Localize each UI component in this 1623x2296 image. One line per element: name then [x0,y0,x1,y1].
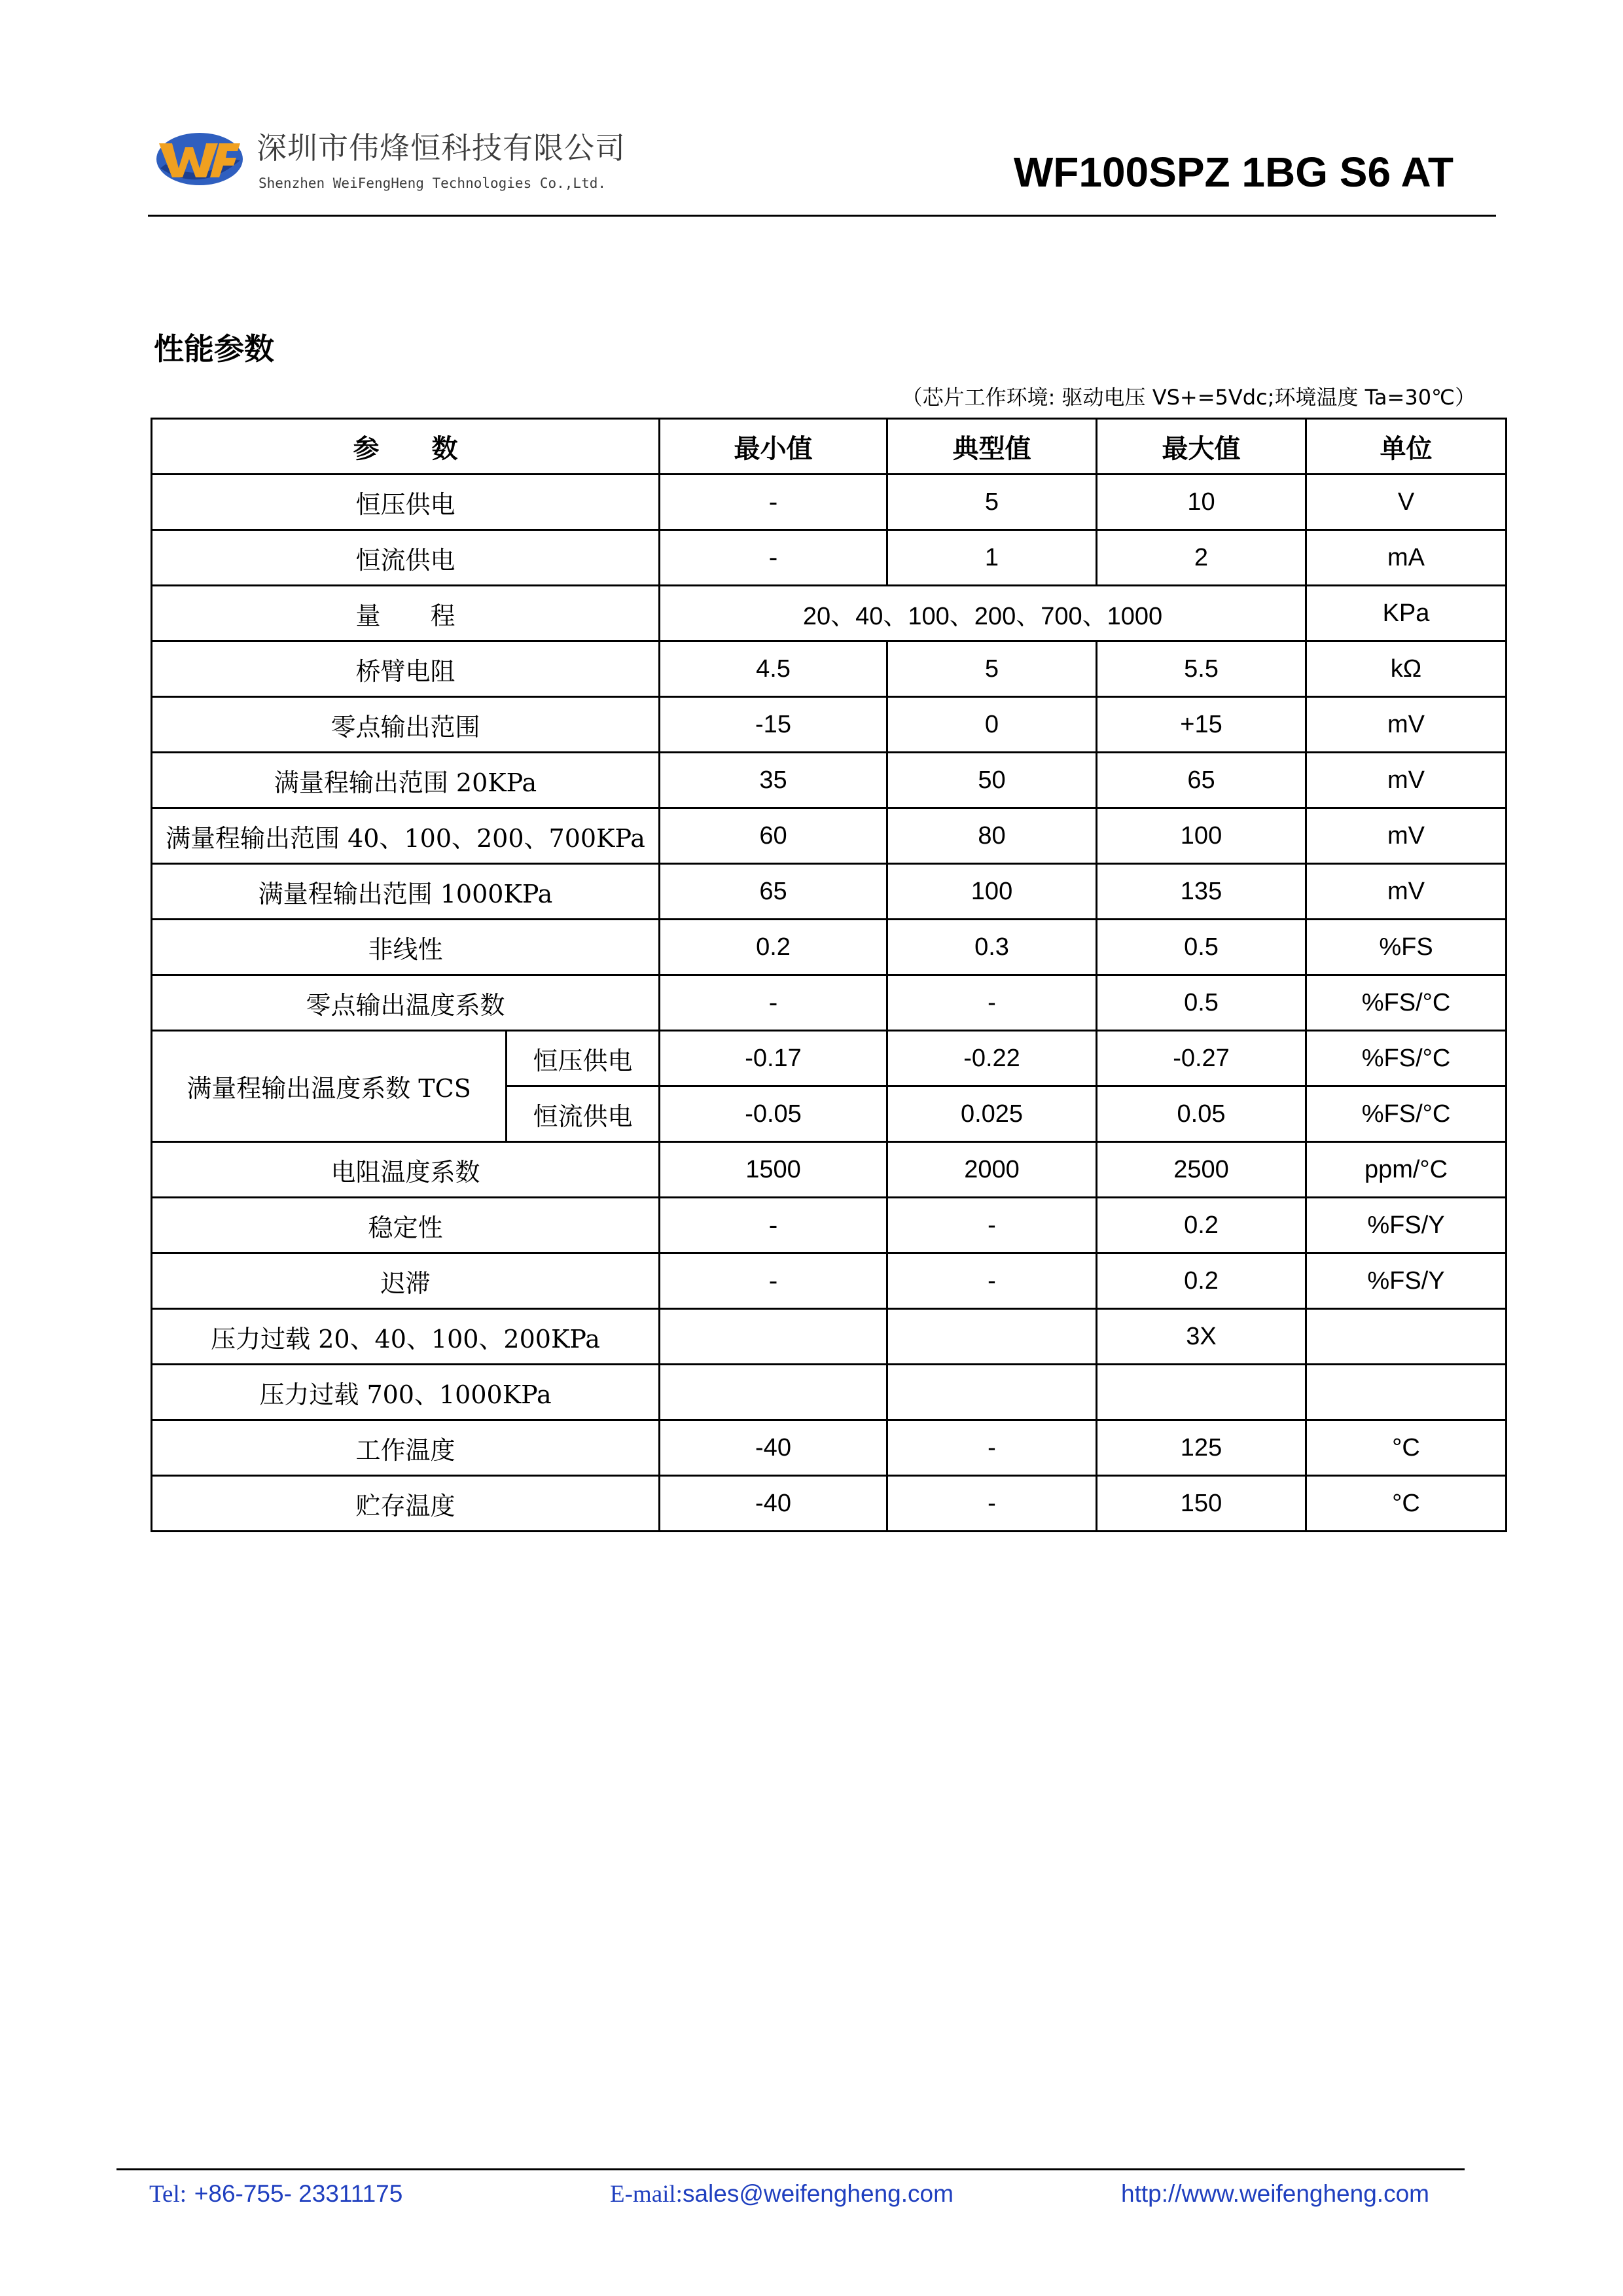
param-cell: 满量程输出范围 1000KPa [152,864,660,920]
typ-cell [887,1309,1097,1365]
header-max: 最大值 [1097,419,1306,475]
max-cell: 10 [1097,475,1306,530]
min-cell: - [660,530,887,586]
section-title: 性能参数 [154,331,274,367]
param-cell: 满量程输出温度系数 TCS [152,1031,507,1142]
typ-cell: - [887,975,1097,1031]
unit-cell: mV [1306,753,1507,808]
max-cell: -0.27 [1097,1031,1306,1086]
unit-cell: mV [1306,864,1507,920]
table-row [152,475,1507,530]
unit-cell: °C [1306,1420,1507,1476]
company-name-cn: 深圳市伟烽恒科技有限公司 [257,130,626,166]
typ-cell: - [887,1253,1097,1309]
min-cell: 0.2 [660,920,887,975]
min-cell: -40 [660,1476,887,1532]
min-cell [660,1365,887,1420]
min-cell: - [660,475,887,530]
typ-cell: -0.22 [887,1031,1097,1086]
table-row [152,753,1507,808]
max-cell: 0.2 [1097,1253,1306,1309]
unit-cell: %FS [1306,920,1507,975]
typ-cell: 100 [887,864,1097,920]
unit-cell: %FS/Y [1306,1253,1507,1309]
table-row [152,1253,1507,1309]
test-conditions: （芯片工作环境: 驱动电压 VS+=5Vdc;环境温度 Ta=30℃） [901,385,1476,410]
website-link[interactable]: http://www.weifengheng.com [1121,2180,1429,2207]
min-cell [660,1309,887,1365]
typ-cell: 0.3 [887,920,1097,975]
table-row [152,920,1507,975]
min-cell: 4.5 [660,641,887,697]
company-name-en: Shenzhen WeiFengHeng Technologies Co.,Ltd. [259,175,607,191]
typ-cell: - [887,1198,1097,1253]
min-cell: -15 [660,697,887,753]
table-row [152,1031,1507,1086]
max-cell: 65 [1097,753,1306,808]
unit-cell [1306,1309,1507,1365]
param-cell: 贮存温度 [152,1476,660,1532]
typ-cell: - [887,1420,1097,1476]
typ-cell: 50 [887,753,1097,808]
table-row [152,1420,1507,1476]
max-cell: 0.05 [1097,1086,1306,1142]
max-cell: 2500 [1097,1142,1306,1198]
table-row [152,1476,1507,1532]
company-logo [154,121,245,193]
max-cell: +15 [1097,697,1306,753]
param-cell: 满量程输出范围 40、100、200、700KPa [152,808,660,864]
param-cell: 非线性 [152,920,660,975]
max-cell: 3X [1097,1309,1306,1365]
unit-cell: kΩ [1306,641,1507,697]
min-cell: 65 [660,864,887,920]
range-cell: 20、40、100、200、700、1000 [660,586,1306,641]
unit-cell: KPa [1306,586,1507,641]
param-cell: 满量程输出范围 20KPa [152,753,660,808]
table-row [152,530,1507,586]
unit-cell: °C [1306,1476,1507,1532]
footer-website [1121,2179,1429,2208]
max-cell: 0.2 [1097,1198,1306,1253]
param-cell: 零点输出范围 [152,697,660,753]
typ-cell [887,1365,1097,1420]
min-cell: - [660,1198,887,1253]
unit-cell [1306,1365,1507,1420]
typ-cell: 0.025 [887,1086,1097,1142]
param-cell: 恒压供电 [152,475,660,530]
footer-email [610,2179,954,2208]
max-cell: 0.5 [1097,920,1306,975]
spec-table [151,418,1507,1532]
header-typ: 典型值 [887,419,1097,475]
max-cell: 100 [1097,808,1306,864]
table-header-row [152,419,1507,475]
max-cell: 150 [1097,1476,1306,1532]
max-cell: 5.5 [1097,641,1306,697]
header-min: 最小值 [660,419,887,475]
param-cell: 恒流供电 [152,530,660,586]
min-cell: 1500 [660,1142,887,1198]
header-divider [148,215,1496,217]
model-number: WF100SPZ 1BG S6 AT [1013,149,1454,196]
unit-cell: mA [1306,530,1507,586]
typ-cell: 0 [887,697,1097,753]
max-cell: 135 [1097,864,1306,920]
table-row [152,1198,1507,1253]
unit-cell: %FS/Y [1306,1198,1507,1253]
unit-cell: mV [1306,697,1507,753]
unit-cell: %FS/°C [1306,1086,1507,1142]
table-row [152,586,1507,641]
param-cell: 压力过载 700、1000KPa [152,1365,660,1420]
param-cell: 压力过载 20、40、100、200KPa [152,1309,660,1365]
min-cell: -40 [660,1420,887,1476]
unit-cell: %FS/°C [1306,975,1507,1031]
typ-cell: 5 [887,641,1097,697]
param-cell: 零点输出温度系数 [152,975,660,1031]
sub-param-cell: 恒压供电 [507,1031,660,1086]
min-cell: - [660,1253,887,1309]
typ-cell: 1 [887,530,1097,586]
min-cell: 35 [660,753,887,808]
tel-label: Tel: [149,2181,187,2208]
table-row [152,975,1507,1031]
unit-cell: V [1306,475,1507,530]
email-link[interactable]: sales@weifengheng.com [682,2180,954,2207]
footer-tel [149,2179,402,2208]
header-unit: 单位 [1306,419,1507,475]
header-param: 参 数 [152,419,660,475]
param-cell: 工作温度 [152,1420,660,1476]
param-cell: 迟滞 [152,1253,660,1309]
min-cell: 60 [660,808,887,864]
min-cell: - [660,975,887,1031]
table-row [152,1309,1507,1365]
table-row [152,808,1507,864]
table-row [152,1142,1507,1198]
email-label: E-mail: [610,2181,683,2208]
param-cell: 电阻温度系数 [152,1142,660,1198]
table-row [152,641,1507,697]
max-cell: 2 [1097,530,1306,586]
sub-param-cell: 恒流供电 [507,1086,660,1142]
min-cell: -0.05 [660,1086,887,1142]
param-cell: 量 程 [152,586,660,641]
typ-cell: 2000 [887,1142,1097,1198]
table-row [152,1365,1507,1420]
table-row [152,697,1507,753]
tel-number: +86-755- 23311175 [194,2180,403,2207]
typ-cell: - [887,1476,1097,1532]
table-row [152,864,1507,920]
max-cell [1097,1365,1306,1420]
param-cell: 稳定性 [152,1198,660,1253]
unit-cell: mV [1306,808,1507,864]
max-cell: 0.5 [1097,975,1306,1031]
max-cell: 125 [1097,1420,1306,1476]
unit-cell: %FS/°C [1306,1031,1507,1086]
min-cell: -0.17 [660,1031,887,1086]
footer-divider [116,2168,1465,2170]
typ-cell: 5 [887,475,1097,530]
param-cell: 桥臂电阻 [152,641,660,697]
typ-cell: 80 [887,808,1097,864]
unit-cell: ppm/°C [1306,1142,1507,1198]
